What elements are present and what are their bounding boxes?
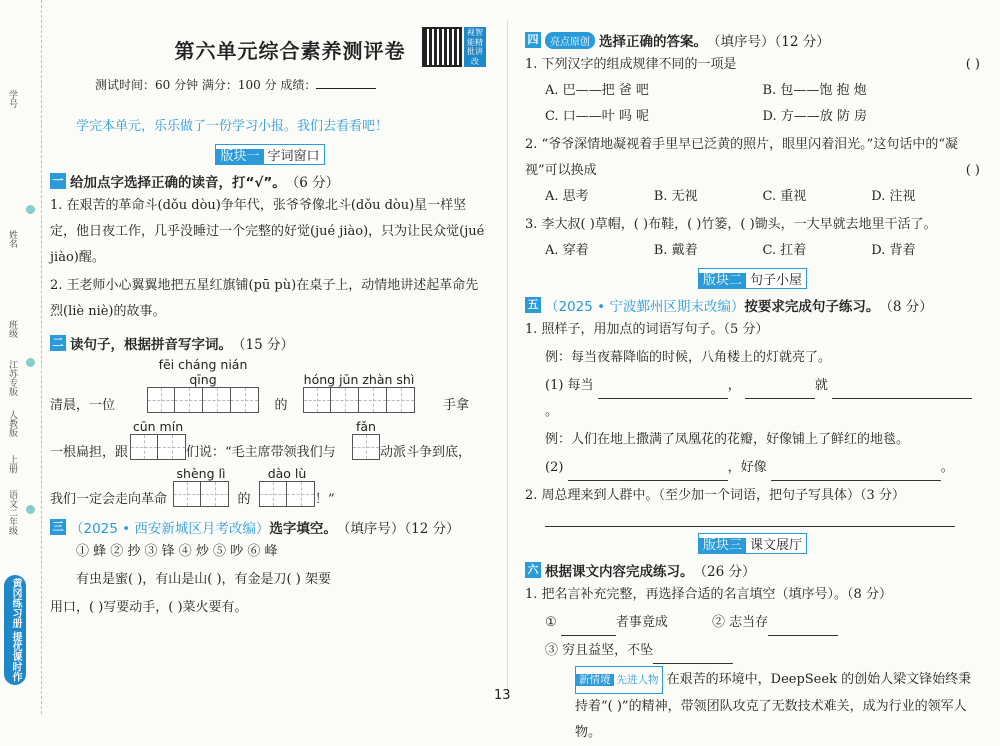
section-6-heading [525,560,980,580]
section-points: （填序号）（12 分） [707,34,830,50]
quote-row [525,610,980,636]
quote-row [525,638,980,664]
answer-line[interactable] [568,467,728,481]
character-options: ① 蜂 ② 抄 ③ 锋 ④ 炒 ⑤ 吵 ⑥ 峰 [76,544,278,559]
fill-text: (1) 每当 [545,378,594,393]
fill-line[interactable]: 有虫是蜜( )，有山是山( )，有金是刀( ) 架要 [76,572,331,587]
option-a[interactable]: A. 穿着 [545,243,589,258]
question-text: 1. 下列汉字的组成规律不同的一项是 [525,57,737,72]
pinyin-label: hóng jūn zhàn shì [303,372,415,387]
sentence-text: 清晨，一位 [50,398,116,413]
option-b[interactable]: B. 戴着 [653,243,698,258]
pinyin-label: dào lù [267,466,307,481]
pinyin-label: cūn mín [132,419,184,434]
fill-text: 。 [545,404,559,419]
writing-grid[interactable] [352,434,380,460]
option-d[interactable]: D. 注视 [871,189,916,204]
right-page [525,30,980,746]
options-4-1 [525,78,980,104]
section-points: （15 分） [232,337,294,353]
quote-text: ② 志当存 [711,615,769,630]
option-c[interactable]: C. 重视 [762,189,807,204]
section-3-heading [50,517,490,537]
question-5-1: 1. 照样子，用加点的词语写句子。（5 分） [525,322,769,337]
context-tag-topic: 先进人物 [616,674,659,686]
binding-hole-icon [26,505,35,514]
page-divider [507,20,508,690]
section-1-heading [50,171,490,191]
binding-hole-icon [26,205,35,214]
binding-spine [0,0,42,714]
sentence-text: 的 [274,398,288,413]
block-tag-title: 句子小屋 [750,273,803,288]
answer-line[interactable] [545,513,955,527]
option-a[interactable]: A. 思考 [545,189,589,204]
block-tag-label: 版块一 [216,149,263,164]
question-1-1: 1. 在艰苦的革命斗(dǒu dòu)争年代，张爷爷像北斗(dǒu dòu)星一样坚定，他日夜工作，几乎没睡过一个完整的好觉(jué jiào)，只为让民众觉(jué jiào)醒。 [50,198,485,265]
qr-tag: 视智能精批讲改 [464,27,486,67]
sentence-text: 一根扁担，跟 [50,445,129,460]
section-4-heading [525,30,980,50]
section-number: 五 [525,297,541,313]
options-4-3 [525,238,980,264]
writing-grid[interactable] [303,387,415,413]
block-tag-3 [698,533,807,554]
example-2: 例：人们在地上撒满了凤凰花的花瓣，好像铺上了鲜红的地毯。 [545,432,910,447]
intro-text: 学完本单元，乐乐做了一份学习小报。我们去看看吧！ [76,119,389,134]
answer-line[interactable] [771,467,941,481]
block-tag-1 [215,144,324,165]
exam-meta [95,76,490,93]
score-blank[interactable] [316,88,376,89]
context-tag [575,666,663,694]
fill-line[interactable]: 用口，( )写要动手，( )菜火要有。 [50,600,248,615]
section-number: 三 [50,519,66,535]
options-4-2 [525,184,980,210]
sentence-text: 手拿 [443,398,470,413]
fill-text: ，好像 [727,460,767,475]
section-points: （填序号）（12 分） [336,521,460,537]
question-text: 2. “爷爷深情地凝视着手里早已泛黄的照片，眼里闪着泪光。”这句话中的“凝视”可以换成 [525,137,958,178]
quote-text: ① [545,615,557,630]
answer-line[interactable] [598,385,728,399]
question-4-1 [525,52,980,78]
pinyin-label: fǎn [356,419,376,434]
writing-grid[interactable] [173,481,229,507]
context-tag-label: 新情境 [576,674,614,686]
fill-text: 。 [940,460,954,475]
fill-text: (2) [545,460,564,475]
option-d[interactable]: D. 背着 [871,243,916,258]
left-page [50,28,490,621]
block-tag-label: 版块三 [699,538,746,553]
fill-text: 就 [814,378,828,393]
option-c[interactable]: C. 口——叶 吗 呢 [545,109,650,124]
answer-paren[interactable]: ( ) [965,163,980,178]
answer-paren[interactable]: ( ) [965,57,980,72]
pinyin-label: fēi cháng nián qīng [158,357,248,387]
fill-5-1-1 [525,373,980,425]
writing-grid[interactable] [147,387,259,413]
block-tag-2 [698,268,807,289]
option-d[interactable]: D. 方——放 防 房 [762,109,867,124]
block-tag-label: 版块二 [699,273,746,288]
question-4-3: 3. 李大叔( )草帽，( )布鞋，( )竹篓，( )锄头，一大早就去地里干活了。 [525,217,937,232]
answer-line[interactable] [832,385,972,399]
spine-label-volume: 上册 [7,455,17,473]
section-number: 二 [50,335,66,351]
answer-line[interactable] [653,650,733,664]
answer-line[interactable] [745,385,815,399]
answer-line[interactable] [768,622,838,636]
section-title: 读句子，根据拼音写字词。 [70,337,232,353]
page-number: 13 [494,688,511,703]
option-a[interactable]: A. 巴——把 爸 吧 [545,83,649,98]
fill-5-1-2 [525,455,980,481]
option-b[interactable]: B. 无视 [653,189,698,204]
section-title: 按要求完成句子练习。 [744,299,880,315]
question-5-2: 2. 周总理来到人群中。（至少加一个词语，把句子写具体）（3 分） [525,488,905,503]
sentence-text: 我们一定会走向革命 [50,492,168,507]
section-source: （2025 • 宁波鄞州区期末改编） [545,299,745,315]
question-4-2 [525,132,980,184]
options-4-1 [525,104,980,130]
question-1-2: 2. 王老师小心翼翼地把五星红旗铺(pū pù)在桌子上，动情地讲述起革命先烈(liè niè)的故事。 [50,278,479,319]
section-number: 四 [525,32,541,48]
section-source: （2025 • 西安新城区月考改编） [70,521,270,537]
section-number: 一 [50,173,66,189]
spine-label-publisher: 人教版 [7,410,17,437]
sentence-text: 们说：“毛主席带领我们与 [186,445,336,460]
section-points: （6 分） [285,175,340,191]
section-title: 选字填空。 [269,521,337,537]
block-tag-title: 课文展厅 [750,538,803,553]
binding-hole-icon [26,358,35,367]
fill-text: ， [727,378,741,393]
original-badge: 亮点原创 [545,32,595,49]
qr-code-icon[interactable] [422,27,462,67]
pinyin-label: shèng lì [176,466,226,481]
example-1: 例：每当夜幕降临的时候，八角楼上的灯就亮了。 [545,350,832,365]
section-title: 选择正确的答案。 [599,34,707,50]
section-2-heading [50,333,490,353]
option-c[interactable]: C. 扛着 [762,243,807,258]
spine-label-student-id: 学号 [7,90,17,108]
exam-meta-text: 测试时间：60 分钟 满分：100 分 成绩： [95,78,317,92]
option-b[interactable]: B. 包——饱 抱 炮 [762,83,867,98]
spine-label-grade: 语文二年级 [7,490,17,535]
page-title: 第六单元综合素养测评卷 [174,39,406,63]
spine-label-name: 姓名 [7,230,17,248]
quote-text: 者事竟成 [615,615,668,630]
section-5-heading [525,295,980,315]
context-paragraph [525,666,980,746]
block-tag-title: 字词窗口 [267,149,320,164]
question-6-1: 1. 把名言补充完整，再选择合适的名言填空（填序号）。（8 分） [525,587,892,602]
section-number: 六 [525,562,541,578]
section-points: （26 分） [693,564,756,580]
quote-text: ③ 穷且益坚，不坠 [545,643,654,658]
writing-grid[interactable] [130,434,186,460]
sentence-text: 动派斗争到底， [380,445,472,460]
spine-label-class: 班级 [7,320,17,338]
section-title: 根据课文内容完成练习。 [545,564,694,580]
section-points: （8 分） [879,299,933,315]
sentence-text: 的 [237,492,251,507]
spine-label-edition: 江苏专版 [7,360,17,396]
sentence-text: ！” [315,492,335,507]
section-title: 给加点字选择正确的读音，打“√”。 [70,175,286,191]
answer-line[interactable] [561,622,616,636]
context-text: 在艰苦的环境中，DeepSeek 的创始人梁文锋始终秉持着“( )”的精神，带领团队攻克了无数技术难关，成为行业的领军人物。 [575,672,972,740]
writing-grid[interactable] [259,481,315,507]
brand-logo: 黄冈练习册 提优课时作 [4,575,26,685]
